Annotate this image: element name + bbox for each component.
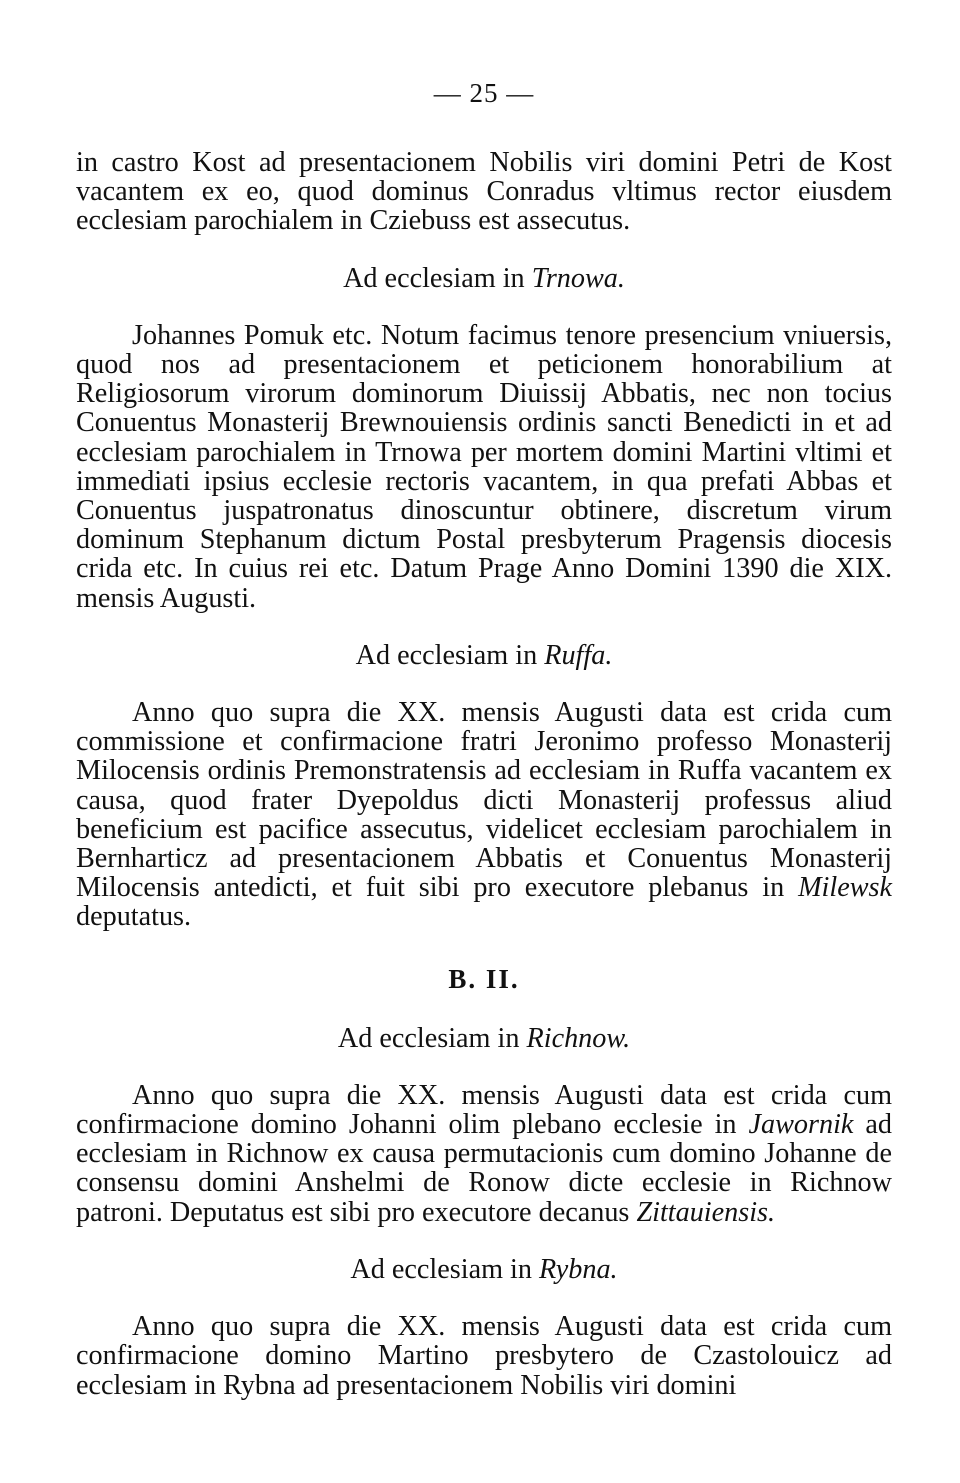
italic-text: Richnow.	[526, 1022, 631, 1054]
text-run: B. II.	[448, 963, 520, 994]
italic-text: Milewsk	[798, 872, 892, 904]
text-run: deputatus.	[76, 901, 192, 933]
text-run: Ad ecclesiam in	[337, 1022, 527, 1054]
text-run: Ad ecclesiam in	[355, 639, 545, 671]
text-run: Ad ecclesiam in	[343, 262, 532, 294]
paragraph	[76, 148, 892, 236]
document-page	[76, 78, 892, 1400]
text-run: Johannes Pomuk etc. Notum facimus tenore presencium vniuersis, quod nos ad presentacionem et peticionem honorabilium at Religiosorum virorum dominorum Diuissij Abbatis, nec non tocius Conuentus Monasterij Brewnouiensis ordinis sancti Benedicti in et ad ecclesiam parochialem in Trnowa per mortem domini Martini vltimi et immediati ipsius ecclesie rectoris vacantem, in qua prefati Abbas et Conuentus juspatronatus dinoscuntur obtinere, discretum virum dominum Stephanum dictum Postal presbyterum Pragensis diocesis crida etc. In cuius rei etc. Datum Prage Anno Domini 1390 die XIX. mensis Augusti.	[76, 319, 892, 614]
paragraph	[76, 1081, 892, 1227]
italic-text: Rybna.	[539, 1253, 618, 1285]
section-heading	[76, 641, 892, 670]
document-body	[76, 148, 892, 1400]
section-heading	[76, 264, 892, 293]
section-heading	[76, 1024, 892, 1053]
text-run: in castro Kost ad presentacionem Nobilis viri domini Petri de Kost vacantem ex eo, quod dominus Conradus vltimus rector eiusdem ecclesiam parochialem in Cziebuss est assecutus.	[76, 147, 892, 237]
paragraph	[76, 321, 892, 613]
paragraph	[76, 698, 892, 932]
text-run: Anno quo supra die XX. mensis Augusti data est crida cum confirmacione domino Martino presbytero de Czastolouicz ad ecclesiam in Rybna ad presentacionem Nobilis viri domini	[76, 1311, 892, 1401]
italic-text: Trnowa.	[531, 262, 625, 294]
text-run: Anno quo supra die XX. mensis Augusti data est crida cum commissione et confirmacione fratri Jeronimo professo Monasterij Milocensis ordinis Premonstratensis ad ecclesiam in Ruffa vacantem ex causa, quod frater Dyepoldus dicti Monasterij professus aliud beneficium est pacifice assecutus, videlicet ecclesiam parochialem in Bernharticz ad presentacionem Abbatis et Conuentus Monasterij Milocensis antedicti, et fuit sibi pro executore plebanus in	[76, 697, 892, 904]
page-number: — 25 —	[433, 78, 535, 108]
italic-text: Zittauiensis.	[636, 1196, 776, 1228]
italic-text: Jawornik	[748, 1109, 854, 1141]
section-heading	[76, 1255, 892, 1284]
paragraph	[76, 1312, 892, 1400]
italic-text: Ruffa.	[544, 639, 613, 671]
text-run: Ad ecclesiam in	[350, 1253, 540, 1285]
text-run: ad ecclesiam in Richnow ex causa permutacionis cum domino Johanne de consensu domini Anshelmi de Ronow dicte ecclesie in Richnow patroni. Deputatus est sibi pro executore decanus	[76, 1109, 892, 1228]
section-mark	[76, 964, 892, 994]
text-run: Anno quo supra die XX. mensis Augusti data est crida cum confirmacione domino Johanni olim plebano ecclesie in	[76, 1079, 892, 1141]
